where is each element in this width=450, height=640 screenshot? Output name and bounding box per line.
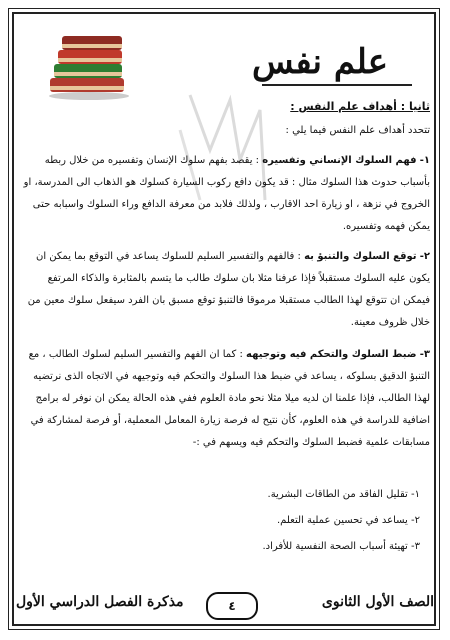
item-3-text: : كما ان الفهم والتفسير السليم لسلوك الطالب ، مع التنبؤ الدقيق بسلوكه ، يساعد في ضبط هذا السلوك والتحكم فيه وتوجيهه في الاتجاه الذى نرتضيه لهذا الطالب، فإذا علمنا ان لديه ميلا مثلا نحو مادة العلوم ففي هذه الحالة يمكن ان نوفر له برامج اضافية للدراسة في هذه العلوم، كأن نتيح له فرصة زيارة المعامل المعملية، أو فرصة لمشاركة في مسابقات علمية فضبط السلوك والتحكم فيه ويسهم في :- bbox=[28, 349, 430, 448]
title-underline bbox=[262, 84, 412, 86]
page-title: علم نفس bbox=[251, 42, 389, 82]
item-1-text: : يقصد بفهم سلوك الإنسان وتفسيره من خلال ربطه بأسباب حدوث هذا السلوك مثال : قد يكون دافع ركوب السيارة كسلوك هو الذهاب الى المدرسة، او الخروج في نزهة ، او زيارة احد الاقارب ، ولذلك فلابد من معرفة الدافع وراء السلوك واسبابه حتى يمكن فهمه وتفسيره. bbox=[23, 155, 430, 232]
item-1 bbox=[20, 150, 430, 238]
item-2-text: : فالفهم والتفسير السليم للسلوك يساعد في التوقع بما يمكن ان يكون عليه السلوك مستقبلاً فإذا عرفنا مثلا بان سلوك طالب ما يتسم بالمثابرة والذكاء المرتفع فيمكن ان تتوقع لهذا الطالب مستقبلا مرموقا فالتنبؤ توقع مسبق بان الفرد سيفعل سلوك معين من خلال ظروف معينة. bbox=[27, 251, 430, 328]
footer bbox=[16, 592, 434, 620]
footer-grade: الصف الأول الثانوى bbox=[321, 594, 434, 610]
intro-line: تتحدد أهداف علم النفس فيما يلي : bbox=[285, 125, 430, 136]
books-stack-icon bbox=[44, 30, 134, 102]
subitem-2: ٢- يساعد في تحسين عملية التعلم. bbox=[277, 515, 420, 526]
item-3-title: ضبط السلوك والتحكم فيه وتوجيهه bbox=[246, 349, 417, 360]
item-1-title: فهم السلوك الإنساني وتفسيره bbox=[262, 155, 417, 166]
item-3 bbox=[20, 344, 430, 454]
item-2-title: توقع السلوك والتنبؤ به bbox=[304, 251, 417, 262]
section-heading bbox=[20, 96, 430, 119]
page-number: ٤ bbox=[206, 592, 258, 620]
subitem-1: ١- تقليل الفاقد من الطاقات البشرية. bbox=[267, 489, 420, 500]
footer-term: مذكرة الفصل الدراسي الأول bbox=[16, 594, 184, 610]
item-2-number: ٢- bbox=[419, 251, 430, 262]
item-1-number: ١- bbox=[419, 155, 430, 166]
item-2 bbox=[20, 246, 430, 334]
section-heading-text: ثانيا : أهداف علم النفس : bbox=[290, 100, 430, 113]
subitem-3: ٣- تهيئة أسباب الصحة النفسية للأفراد. bbox=[262, 541, 420, 552]
item-3-number: ٣- bbox=[419, 349, 430, 360]
